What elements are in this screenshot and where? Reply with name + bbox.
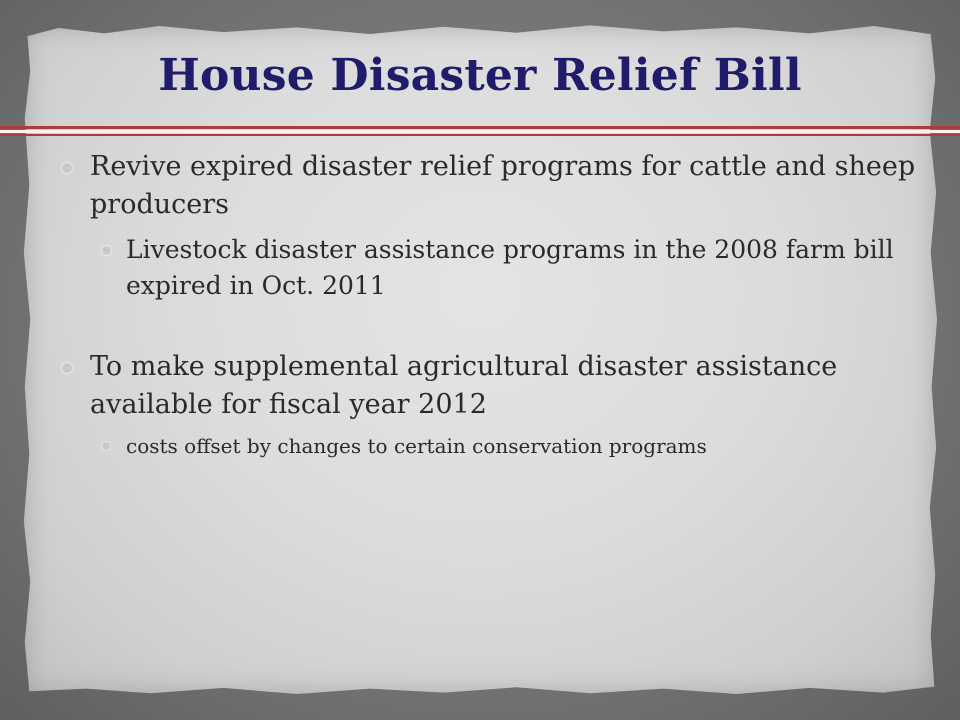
bullet-text: Revive expired disaster relief programs for cattle and sheep producers [90, 151, 916, 220]
bullet-dot-icon [102, 246, 111, 255]
bullet-item [60, 148, 920, 224]
sub-bullet-item [60, 432, 920, 460]
bullet-dot-icon [102, 442, 110, 450]
bullet-item [60, 348, 920, 424]
sub-bullet-text: costs offset by changes to certain conservation programs [126, 434, 707, 458]
title-rule-bottom [0, 134, 960, 136]
spacer [60, 304, 920, 348]
sub-bullet-text: Livestock disaster assistance programs in the 2008 farm bill expired in Oct. 2011 [126, 235, 894, 300]
slide-title: House Disaster Relief Bill [158, 50, 802, 101]
title-rule-top [0, 126, 960, 129]
bullet-text: To make supplemental agricultural disaster assistance available for fiscal year 2012 [90, 351, 838, 420]
bullet-dot-icon [62, 363, 72, 373]
bullet-list [60, 148, 920, 460]
bullet-dot-icon [62, 163, 72, 173]
title-rule-middle [0, 130, 960, 133]
sub-bullet-item [60, 232, 920, 304]
